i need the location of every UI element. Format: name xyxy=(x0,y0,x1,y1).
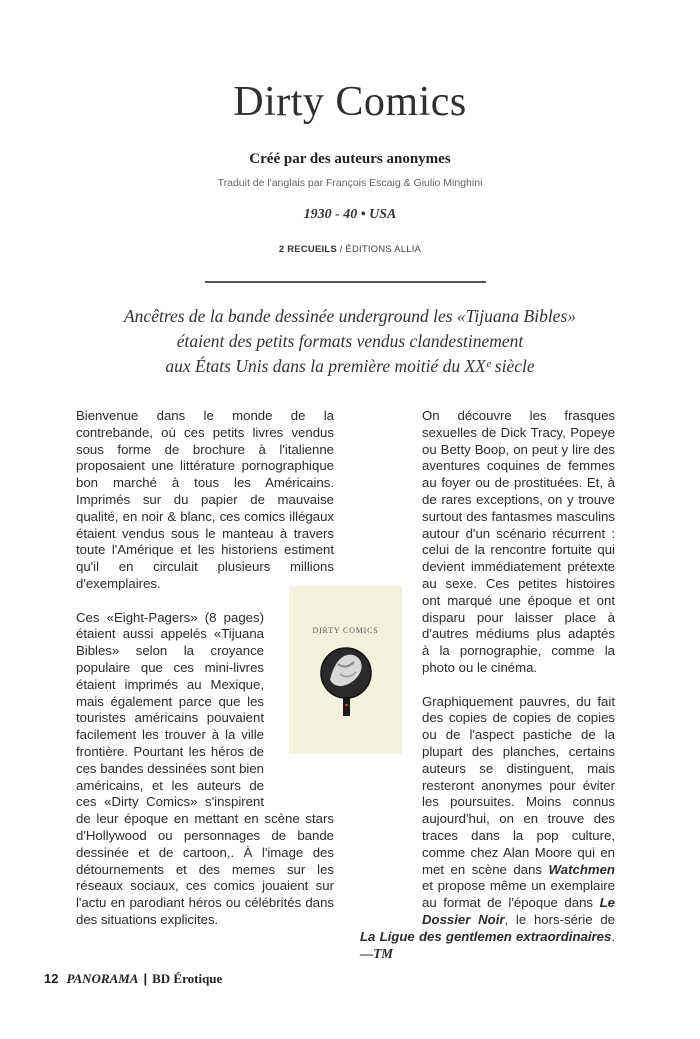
page-footer xyxy=(44,971,222,987)
header-divider xyxy=(205,281,486,283)
volumes-count: 2 RECUEILS xyxy=(278,244,337,255)
intro-line: étaient des petits formats vendus clandestinement xyxy=(176,331,524,351)
book-cover-illustration xyxy=(320,640,372,720)
body-paragraph: Ces «Eight-Pagers» (8 pages) étaient aussi appelés «Tijuana Bibles» selon la croyance populaire que ces mini-livres étaient imprimés au Mexique, mais également parce que les touristes américains pouvaient facilement les trouver à la ville frontière. Pourtant les héros de ces bandes dessinées sont bien américains, et les auteurs de ces «Dirty Comics» s'inspirent de leur époque en mettant en scène stars d'Hollywood ou personnages de bande dessinée et de cartoon,. À l'image des détournements et des memes sur les réseaux sociaux, ces comics jouaient sur l'actu en parodiant héros ou célébrités dans des situations explicites. xyxy=(76,609,334,927)
intro-lead xyxy=(40,304,660,379)
body-paragraph: On découvre les frasques sexuelles de Dick Tracy, Popeye ou Betty Boop, on peut y lire des aventures coquines de femmes au foyer ou de prostituées. Et, à de rares exceptions, on y trouve surtout des fantasmes masculins autour d'un scénario récurrent : celui de la rencontre fortuite qui devient immédiatement prétexte au sexe. Ces petites histoires ont marqué une époque et ont disparu pour laisser place à d'autres médiums plus adaptés à la pornographie, comme la photo ou le cinéma. xyxy=(422,408,615,675)
intro-line: aux États Unis dans la première moitié du XXᵉ siècle xyxy=(165,356,535,376)
footer-separator: | xyxy=(143,971,148,986)
body-paragraph: Graphiquement pauvres, du fait des copies de copies de copies ou de l'aspect pastiche de la plupart des planches, certains auteurs se distinguent, mais resteront anonymes pour éviter les poursuites. Moins connus aujourd'hui, on en trouve des traces dans la pop culture, comme chez Alan Moore qui en met en scène dans Watchmen et propose même un exemplaire au format de l'époque dans Le Dossier Noir, le hors-série de La Ligue des gentlemen extraordinaires. —TM xyxy=(360,693,616,961)
book-cover-title: DIRTY COMICS xyxy=(312,626,379,635)
translator-line: Traduit de l'anglais par François Escaig & Giulio Minghini xyxy=(217,177,483,189)
publisher-separator: / xyxy=(336,244,346,255)
book-cover-image xyxy=(289,586,402,754)
page-number: 12 xyxy=(44,971,59,986)
title-dossier-noir: Le Dossier Noir xyxy=(422,895,615,927)
title-ligue: La Ligue des gentlemen extraordinaires xyxy=(360,928,612,944)
intro-line: Ancêtres de la bande dessinée underground les «Tijuana Bibles» xyxy=(123,306,577,326)
author-signature: —TM xyxy=(360,945,393,961)
magazine-name: PANORAMA xyxy=(66,971,139,986)
creator-line: Créé par des auteurs anonymes xyxy=(249,151,451,167)
body-paragraph: Bienvenue dans le monde de la contrebande, où ces petits livres vendus sous forme de brochure à l'italienne proposaient une littérature pornographique bon marché à tous les Américains. Imprimés sur du papier de mauvaise qualité, en noir & blanc, ces comics illégaux étaient vendus sous le manteau à travers toute l'Amérique et les historiens estiment qu'il en circulait plusieurs millions d'exemplaires. xyxy=(76,408,334,591)
section-name: BD Érotique xyxy=(152,971,223,986)
dates-country: 1930 - 40 • USA xyxy=(303,207,397,222)
article-title: Dirty Comics xyxy=(233,79,467,125)
publisher-name: ÉDITIONS ALLIA xyxy=(345,244,422,255)
publisher-info xyxy=(0,244,700,255)
title-watchmen: Watchmen xyxy=(548,861,615,877)
